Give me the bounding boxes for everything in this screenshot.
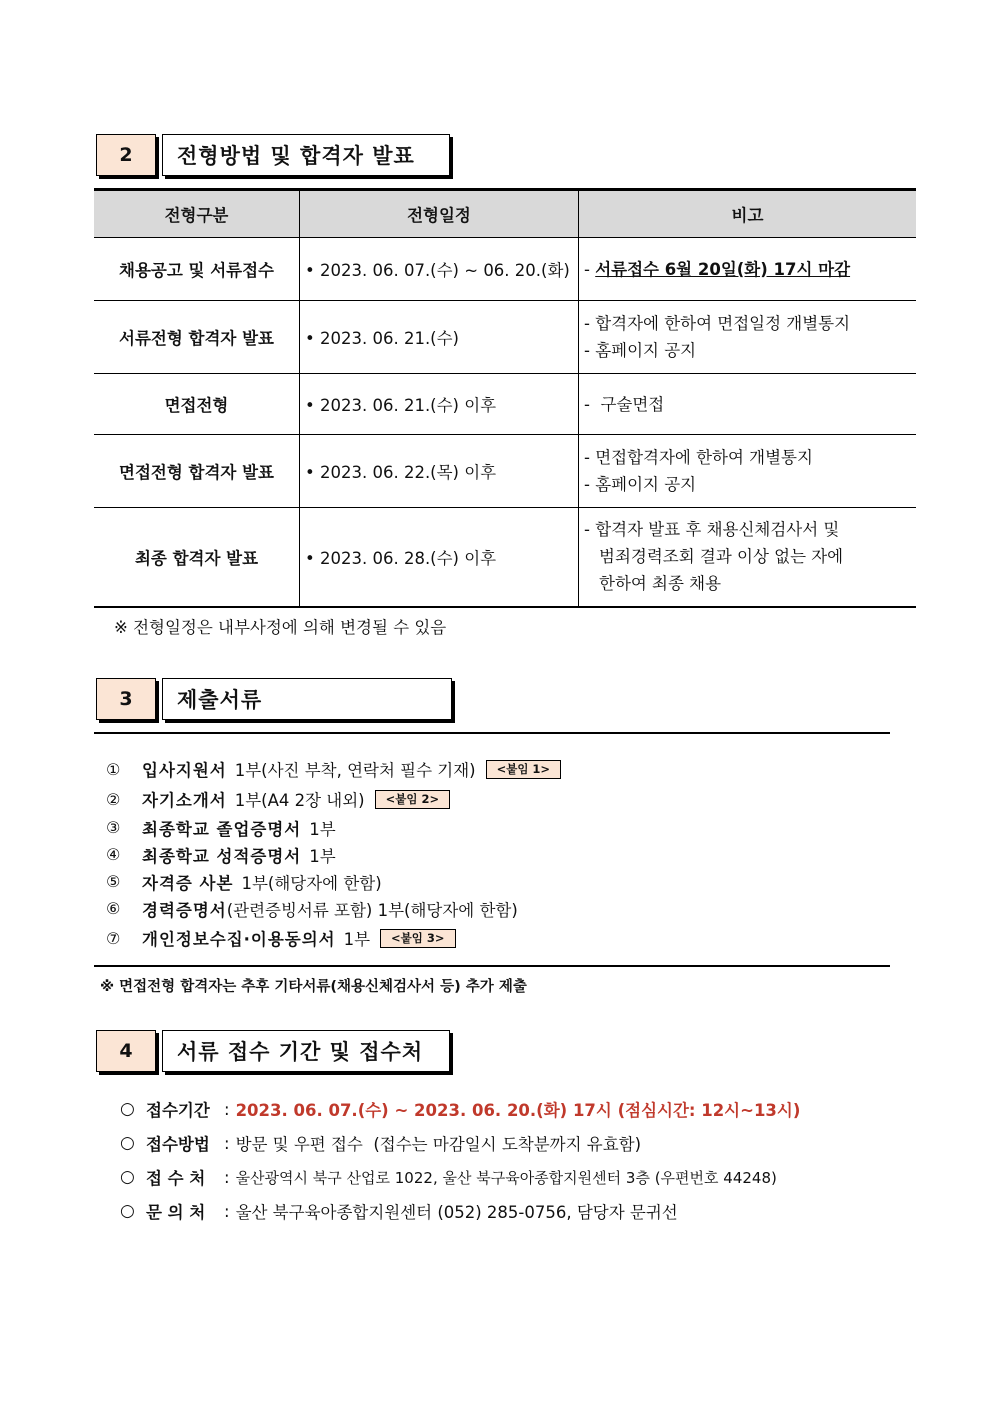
schedule-cell: • 2023. 06. 21.(수) 이후 [300, 374, 579, 435]
table-row [94, 301, 916, 374]
stage-cell: 서류전형 합격자 발표 [94, 301, 300, 374]
schedule-table [94, 188, 916, 608]
note-cell [579, 238, 917, 301]
table-header-row [94, 190, 916, 238]
list-item [120, 1126, 800, 1160]
header-note: 비고 [579, 190, 917, 238]
attachment-badge: <붙임 2> [375, 790, 451, 809]
item-name: 개인정보수집·이용동의서 [142, 930, 336, 949]
note-cell [579, 435, 917, 508]
attachment-badge: <붙임 1> [486, 760, 562, 779]
header-schedule: 전형일정 [300, 190, 579, 238]
list-item [106, 895, 561, 922]
note-deadline: 서류접수 6월 20일(화) 17시 마감 [595, 259, 851, 279]
item-desc: 1부 [309, 846, 336, 866]
separator: : [224, 1099, 230, 1119]
item-desc: (관련증빙서류 포함) 1부(해당자에 한함) [226, 900, 518, 920]
note-cell [579, 301, 917, 374]
item-desc: 1부 [343, 930, 371, 949]
item-value: 방문 및 우편 접수 (접수는 마감일시 도착분까지 유효함) [235, 1135, 642, 1154]
item-label: 접수방법 [146, 1135, 210, 1154]
item-desc: 1부(A4 2장 내외) [234, 791, 365, 810]
circle-bullet-icon: ○ [120, 1201, 135, 1221]
item-number: ② [106, 789, 121, 809]
note-line: - 합격자에 한하여 면접일정 개별통지 [584, 314, 851, 333]
circle-bullet-icon: ○ [120, 1099, 135, 1119]
item-value: 울산광역시 북구 산업로 1022, 울산 북구육아종합지원센터 3층 (우편번호 44248) [235, 1168, 777, 1187]
stage-cell: 면접전형 [94, 374, 300, 435]
list-item [106, 814, 561, 841]
list-item [120, 1092, 800, 1126]
header-stage: 전형구분 [94, 190, 300, 238]
list-item [106, 754, 561, 784]
item-desc: 1부 [309, 819, 336, 839]
document-list [106, 754, 561, 954]
schedule-cell: • 2023. 06. 28.(수) 이후 [300, 508, 579, 607]
list-item [120, 1160, 800, 1194]
table-row [94, 435, 916, 508]
note-line: - 면접합격자에 한하여 개별통지 [584, 448, 813, 467]
stage-cell: 면접전형 합격자 발표 [94, 435, 300, 508]
item-label: 문 의 처 [146, 1203, 206, 1222]
stage-cell: 채용공고 및 서류접수 [94, 238, 300, 301]
section-2-number: 2 [96, 134, 156, 176]
separator: : [224, 1167, 230, 1187]
section-4-title: 서류 접수 기간 및 접수처 [162, 1030, 450, 1072]
circle-bullet-icon: ○ [120, 1133, 135, 1153]
stage-cell: 최종 합격자 발표 [94, 508, 300, 607]
item-name: 최종학교 성적증명서 [142, 846, 302, 866]
item-number: ① [106, 759, 121, 779]
schedule-cell: • 2023. 06. 07.(수) ~ 06. 20.(화) [300, 238, 579, 301]
item-number: ⑦ [106, 928, 121, 948]
note-cell [579, 508, 917, 607]
table-row [94, 508, 916, 607]
item-name: 자기소개서 [142, 791, 227, 810]
item-desc: 1부(해당자에 한함) [241, 873, 382, 893]
note-line: - 구술면접 [584, 394, 665, 414]
item-number: ③ [106, 818, 121, 837]
divider [94, 965, 890, 967]
note-prefix: - [584, 259, 596, 279]
item-number: ⑥ [106, 899, 121, 918]
reception-list [120, 1092, 800, 1228]
table-row [94, 238, 916, 301]
item-number: ④ [106, 845, 121, 864]
attachment-badge: <붙임 3> [380, 929, 456, 948]
item-desc: 1부(사진 부착, 연락처 필수 기재) [234, 761, 476, 780]
note-line: - 합격자 발표 후 채용신체검사서 및 [584, 520, 840, 540]
list-item [106, 841, 561, 868]
item-name: 자격증 사본 [142, 873, 234, 893]
section-4-number: 4 [96, 1030, 156, 1072]
section-3-title: 제출서류 [162, 678, 452, 720]
list-item [120, 1194, 800, 1228]
list-item [106, 922, 561, 954]
item-value: 2023. 06. 07.(수) ~ 2023. 06. 20.(화) 17시 (점심시간: 12시~13시) [235, 1101, 801, 1120]
item-number: ⑤ [106, 872, 121, 891]
note-cell [579, 374, 917, 435]
divider [94, 732, 890, 734]
list-item [106, 784, 561, 814]
note-line: - 홈페이지 공지 [584, 341, 697, 360]
schedule-cell: • 2023. 06. 21.(수) [300, 301, 579, 374]
item-name: 최종학교 졸업증명서 [142, 819, 302, 839]
list-item [106, 868, 561, 895]
circle-bullet-icon: ○ [120, 1167, 135, 1187]
item-value: 울산 북구육아종합지원센터 (052) 285-0756, 담당자 문귀선 [235, 1203, 678, 1222]
schedule-footnote: ※ 전형일정은 내부사정에 의해 변경될 수 있음 [114, 618, 447, 637]
item-name: 입사지원서 [142, 761, 227, 780]
separator: : [224, 1201, 230, 1221]
note-line: - 홈페이지 공지 [584, 475, 697, 494]
note-line: 범죄경력조회 결과 이상 없는 자에 [599, 547, 844, 567]
section-3-number: 3 [96, 678, 156, 720]
schedule-cell: • 2023. 06. 22.(목) 이후 [300, 435, 579, 508]
documents-footnote: ※ 면접전형 합격자는 추후 기타서류(채용신체검사서 등) 추가 제출 [100, 979, 527, 995]
item-label: 접 수 처 [146, 1169, 206, 1188]
table-row [94, 374, 916, 435]
separator: : [224, 1133, 230, 1153]
item-name: 경력증명서 [142, 900, 227, 920]
item-label: 접수기간 [146, 1101, 210, 1120]
note-line: 한하여 최종 채용 [599, 574, 722, 594]
section-2-title: 전형방법 및 합격자 발표 [162, 134, 450, 176]
